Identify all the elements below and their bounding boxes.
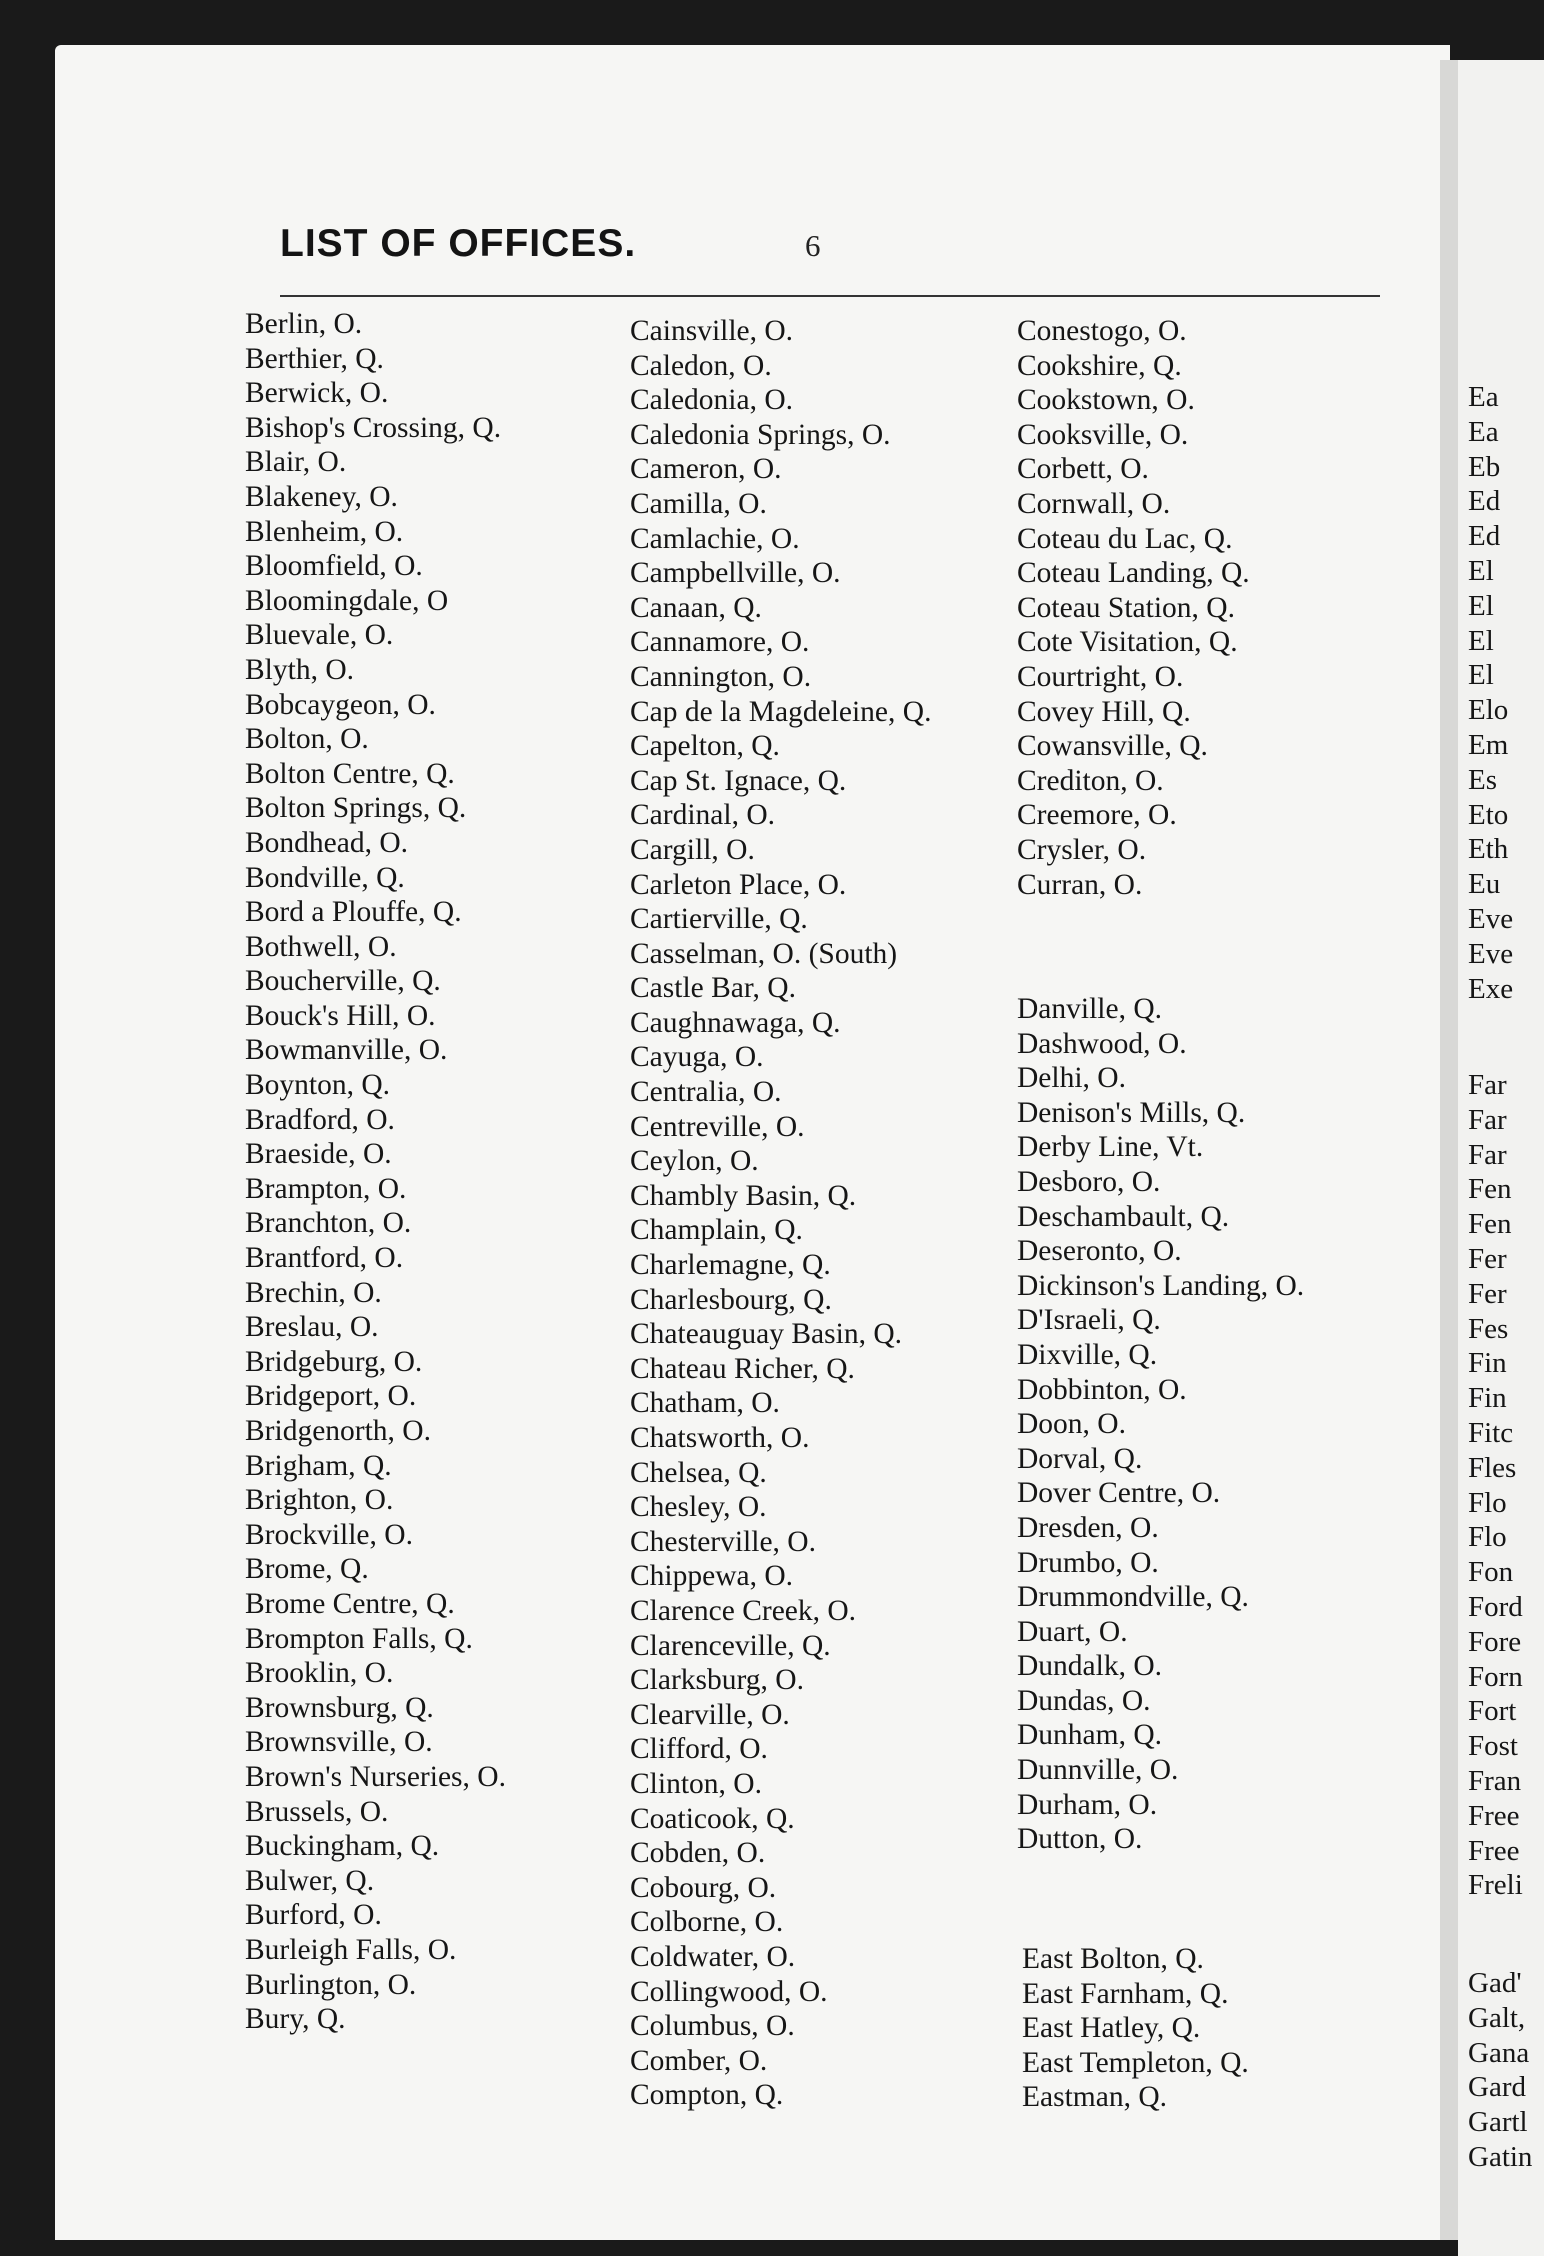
office-entry: Creemore, O.: [1017, 799, 1177, 832]
office-entry: Brussels, O.: [245, 1795, 389, 1828]
office-entry: Cardinal, O.: [630, 799, 776, 832]
office-entry: Gad': [1468, 1967, 1522, 1999]
office-entry: Bord a Plouffe, Q.: [245, 896, 462, 929]
office-entry: Bothwell, O.: [245, 930, 397, 963]
office-entry: Bolton, O.: [245, 723, 369, 756]
office-entry: Berlin, O.: [245, 308, 363, 340]
office-entry: Eve: [1468, 937, 1514, 970]
office-entry: Ford: [1468, 1590, 1523, 1623]
office-entry: Bridgeburg, O.: [245, 1345, 423, 1378]
office-entry: Fost: [1468, 1730, 1518, 1763]
office-entry: Fran: [1468, 1764, 1522, 1797]
office-entry: Dover Centre, O.: [1017, 1477, 1221, 1510]
office-entry: Breslau, O.: [245, 1311, 379, 1344]
office-entry: Brompton Falls, Q.: [245, 1622, 473, 1655]
office-entry: Cookshire, Q.: [1017, 349, 1182, 382]
office-entry: El: [1468, 554, 1494, 587]
office-entry: Eto: [1468, 798, 1509, 831]
office-entry: Bondhead, O.: [245, 826, 409, 859]
office-entry: Far: [1468, 1069, 1507, 1101]
office-entry: Clarksburg, O.: [630, 1664, 804, 1697]
office-entry: Dashwood, O.: [1017, 1027, 1187, 1060]
office-entry: Cap St. Ignace, Q.: [630, 764, 847, 797]
office-entry: Doon, O.: [1017, 1408, 1126, 1441]
office-entry: Flo: [1468, 1521, 1507, 1554]
office-entry: Camlachie, O.: [630, 522, 800, 555]
header-rule: [280, 295, 1380, 297]
office-entry: Bridgenorth, O.: [245, 1415, 431, 1447]
office-entry: Chatham, O.: [630, 1387, 780, 1420]
office-entry: Caledon, O.: [630, 349, 772, 382]
office-entry: Campbellville, O.: [630, 557, 841, 590]
page-title: LIST OF OFFICES.: [280, 222, 637, 265]
office-column-d: [1017, 992, 1304, 1857]
office-entry: Charlemagne, Q.: [630, 1249, 831, 1282]
office-entry: Fes: [1468, 1312, 1509, 1345]
office-entry: Brighton, O.: [245, 1484, 394, 1517]
office-entry: Centreville, O.: [630, 1110, 805, 1143]
office-entry: Dunham, Q.: [1017, 1719, 1163, 1752]
office-entry: Collingwood, O.: [630, 1975, 828, 2008]
office-entry: Brownsville, O.: [245, 1726, 433, 1759]
office-entry: Castle Bar, Q.: [630, 972, 796, 1005]
office-entry: Boucherville, Q.: [245, 965, 441, 998]
office-entry: Bloomfield, O.: [245, 550, 423, 583]
office-entry: Ea: [1468, 415, 1499, 448]
office-entry: Bradford, O.: [245, 1103, 395, 1136]
office-entry: Clarenceville, Q.: [630, 1629, 831, 1662]
office-entry: Danville, Q.: [1017, 993, 1163, 1025]
office-entry: Far: [1468, 1103, 1507, 1136]
office-entry: Fen: [1468, 1208, 1512, 1241]
office-entry: Forn: [1468, 1660, 1523, 1693]
adjacent-column-e: [1468, 380, 1513, 1006]
office-entry: Clinton, O.: [630, 1767, 762, 1800]
office-entry: Gatin: [1468, 2140, 1533, 2173]
office-entry: Courtright, O.: [1017, 660, 1184, 693]
office-entry: Flo: [1468, 1486, 1507, 1519]
office-entry: Bulwer, Q.: [245, 1864, 375, 1897]
office-entry: Columbus, O.: [630, 2010, 795, 2043]
office-entry: Dobbinton, O.: [1017, 1373, 1187, 1406]
office-entry: Comber, O.: [630, 2044, 768, 2077]
office-entry: Blakeney, O.: [245, 480, 398, 513]
office-entry: Coteau du Lac, Q.: [1017, 522, 1233, 555]
office-entry: Far: [1468, 1138, 1507, 1171]
office-column-e: [1022, 1942, 1249, 2115]
office-entry: Bury, Q.: [245, 2003, 346, 2036]
office-entry: Brome Centre, Q.: [245, 1587, 455, 1620]
office-entry: Cannamore, O.: [630, 626, 810, 659]
office-entry: Compton, Q.: [630, 2079, 784, 2112]
office-entry: Casselman, O. (South): [630, 937, 898, 970]
office-entry: Brome, Q.: [245, 1553, 369, 1586]
office-entry: Dixville, Q.: [1017, 1338, 1158, 1371]
office-entry: Fon: [1468, 1556, 1514, 1589]
office-entry: Chatsworth, O.: [630, 1422, 810, 1454]
office-entry: Blenheim, O.: [245, 515, 404, 548]
office-entry: Boynton, Q.: [245, 1069, 391, 1102]
page-number: 6: [805, 228, 821, 263]
office-entry: Dunnville, O.: [1017, 1754, 1179, 1787]
office-entry: Buckingham, Q.: [245, 1830, 440, 1863]
office-entry: Duart, O.: [1017, 1615, 1128, 1648]
office-entry: Fles: [1468, 1451, 1517, 1484]
office-entry: Canaan, Q.: [630, 591, 762, 624]
office-entry: Cornwall, O.: [1017, 487, 1171, 520]
office-entry: D'Israeli, Q.: [1017, 1304, 1161, 1337]
office-entry: Crysler, O.: [1017, 833, 1147, 866]
office-entry: Covey Hill, Q.: [1017, 695, 1191, 728]
office-entry: Brown's Nurseries, O.: [245, 1760, 506, 1793]
office-entry: Braeside, O.: [245, 1138, 392, 1171]
office-entry: Chippewa, O.: [630, 1560, 794, 1593]
office-entry: Cowansville, Q.: [1017, 730, 1208, 763]
adjacent-column-f: [1468, 1068, 1523, 1903]
office-entry: Drummondville, Q.: [1017, 1581, 1249, 1614]
office-entry: Brockville, O.: [245, 1518, 413, 1551]
office-entry: Gana: [1468, 2036, 1530, 2069]
office-entry: Bondville, Q.: [245, 861, 405, 894]
office-entry: Cote Visitation, Q.: [1017, 626, 1238, 659]
office-entry: Cobourg, O.: [630, 1871, 777, 1904]
office-entry: Clearville, O.: [630, 1698, 790, 1731]
office-entry: Colborne, O.: [630, 1906, 784, 1939]
office-entry: Champlain, Q.: [630, 1214, 803, 1247]
office-entry: Berwick, O.: [245, 377, 389, 410]
office-entry: Chambly Basin, Q.: [630, 1179, 857, 1212]
office-entry: Chesterville, O.: [630, 1525, 816, 1558]
office-column-c: [630, 314, 931, 2113]
office-entry: Galt,: [1468, 2001, 1526, 2034]
office-entry: Cartierville, Q.: [630, 903, 808, 936]
office-entry: Burlington, O.: [245, 1968, 417, 2001]
office-entry: Cap de la Magdeleine, Q.: [630, 695, 932, 728]
office-entry: Burleigh Falls, O.: [245, 1933, 457, 1966]
office-entry: Bluevale, O.: [245, 619, 394, 652]
office-entry: Freli: [1468, 1869, 1523, 1902]
office-entry: Dorval, Q.: [1017, 1442, 1143, 1475]
office-entry: Desboro, O.: [1017, 1165, 1161, 1198]
office-entry: Chelsea, Q.: [630, 1456, 767, 1489]
office-entry: Chateauguay Basin, Q.: [630, 1318, 902, 1351]
office-entry: Dundas, O.: [1017, 1684, 1151, 1717]
office-entry: Cameron, O.: [630, 453, 782, 486]
office-entry: Eu: [1468, 868, 1501, 901]
office-entry: East Farnham, Q.: [1022, 1977, 1229, 2010]
office-entry: Brooklin, O.: [245, 1657, 394, 1690]
office-entry: Carleton Place, O.: [630, 868, 847, 901]
office-entry: Clarence Creek, O.: [630, 1594, 857, 1627]
office-entry: Dickinson's Landing, O.: [1017, 1269, 1305, 1302]
office-entry: Durham, O.: [1017, 1788, 1158, 1821]
office-entry: Gard: [1468, 2071, 1526, 2104]
office-entry: Brigham, Q.: [245, 1449, 392, 1482]
office-entry: East Hatley, Q.: [1022, 2012, 1201, 2045]
adjacent-column-g: [1468, 1966, 1532, 2175]
office-entry: Cookstown, O.: [1017, 384, 1195, 417]
office-entry: Bouck's Hill, O.: [245, 999, 436, 1032]
office-entry: Bolton Centre, Q.: [245, 757, 455, 790]
office-entry: Corbett, O.: [1017, 453, 1149, 486]
office-entry: Cannington, O.: [630, 660, 812, 693]
office-entry: Cayuga, O.: [630, 1041, 764, 1074]
office-entry: Brantford, O.: [245, 1242, 404, 1275]
office-entry: Fer: [1468, 1277, 1507, 1310]
office-entry: El: [1468, 624, 1494, 657]
office-entry: Coldwater, O.: [630, 1940, 796, 1973]
office-entry: Free: [1468, 1834, 1520, 1867]
office-entry: Caledonia, O.: [630, 384, 794, 417]
adjacent-page-strip: [1458, 60, 1544, 2256]
office-entry: Crediton, O.: [1017, 764, 1164, 797]
office-entry: Clifford, O.: [630, 1733, 768, 1766]
office-entry: Dundalk, O.: [1017, 1650, 1163, 1683]
office-entry: Capelton, Q.: [630, 730, 780, 763]
office-entry: Caledonia Springs, O.: [630, 418, 891, 451]
office-entry: Cainsville, O.: [630, 315, 794, 347]
office-entry: Berthier, Q.: [245, 342, 384, 375]
office-entry: Ed: [1468, 520, 1501, 553]
office-entry: Fer: [1468, 1242, 1507, 1275]
office-entry: Gartl: [1468, 2106, 1528, 2139]
office-entry: El: [1468, 589, 1494, 622]
office-entry: Eve: [1468, 902, 1514, 935]
office-entry: East Templeton, Q.: [1022, 2046, 1249, 2079]
office-entry: Fitc: [1468, 1416, 1514, 1449]
office-entry: Elo: [1468, 694, 1509, 727]
office-entry: Burford, O.: [245, 1899, 382, 1932]
office-entry: Ed: [1468, 485, 1501, 518]
office-entry: Derby Line, Vt.: [1017, 1131, 1204, 1164]
office-entry: Exe: [1468, 972, 1514, 1005]
office-entry: Delhi, O.: [1017, 1062, 1126, 1095]
office-column-b: [245, 307, 506, 2037]
office-entry: Fin: [1468, 1382, 1507, 1415]
office-entry: Fore: [1468, 1625, 1522, 1658]
office-entry: Brownsburg, Q.: [245, 1691, 434, 1724]
office-entry: Caughnawaga, Q.: [630, 1006, 841, 1039]
office-entry: Ceylon, O.: [630, 1145, 759, 1178]
office-entry: Cooksville, O.: [1017, 418, 1189, 451]
office-entry: Bridgeport, O.: [245, 1380, 417, 1413]
office-entry: Bishop's Crossing, Q.: [245, 411, 502, 444]
office-entry: East Bolton, Q.: [1022, 1943, 1204, 1975]
office-entry: Chateau Richer, Q.: [630, 1352, 855, 1385]
office-entry: Cargill, O.: [630, 833, 755, 866]
office-entry: Es: [1468, 763, 1497, 796]
office-entry: Charlesbourg, Q.: [630, 1283, 832, 1316]
office-entry: Chesley, O.: [630, 1491, 767, 1524]
office-entry: Fort: [1468, 1695, 1517, 1728]
office-entry: Deschambault, Q.: [1017, 1200, 1230, 1233]
office-entry: Centralia, O.: [630, 1076, 782, 1109]
office-entry: Branchton, O.: [245, 1207, 412, 1240]
office-entry: Conestogo, O.: [1017, 315, 1187, 347]
office-entry: Coteau Station, Q.: [1017, 591, 1235, 624]
office-entry: Curran, O.: [1017, 868, 1143, 901]
page-edge: [1440, 60, 1458, 2240]
office-entry: Coaticook, Q.: [630, 1802, 795, 1835]
office-entry: Fen: [1468, 1173, 1512, 1206]
office-entry: Free: [1468, 1799, 1520, 1832]
office-entry: Bobcaygeon, O.: [245, 688, 436, 721]
office-entry: Deseronto, O.: [1017, 1235, 1182, 1268]
office-entry: Dresden, O.: [1017, 1511, 1159, 1544]
office-entry: Fin: [1468, 1347, 1507, 1380]
office-entry: Ea: [1468, 381, 1499, 413]
office-entry: Camilla, O.: [630, 487, 767, 520]
office-entry: Bowmanville, O.: [245, 1034, 448, 1067]
office-entry: Coteau Landing, Q.: [1017, 557, 1250, 590]
office-entry: Cobden, O.: [630, 1837, 766, 1870]
office-entry: Em: [1468, 728, 1509, 761]
office-entry: Brampton, O.: [245, 1172, 407, 1205]
office-entry: Bolton Springs, Q.: [245, 792, 467, 825]
office-entry: Brechin, O.: [245, 1276, 382, 1309]
office-entry: Blair, O.: [245, 446, 347, 479]
office-entry: Bloomingdale, O: [245, 584, 449, 617]
office-entry: Eb: [1468, 450, 1501, 483]
office-entry: Eth: [1468, 833, 1509, 866]
office-entry: Eastman, Q.: [1022, 2081, 1168, 2114]
office-entry: Denison's Mills, Q.: [1017, 1096, 1246, 1129]
office-entry: Dutton, O.: [1017, 1823, 1143, 1856]
office-column-c-continued: [1017, 314, 1250, 902]
office-entry: Blyth, O.: [245, 653, 354, 686]
office-entry: El: [1468, 659, 1494, 692]
office-entry: Drumbo, O.: [1017, 1546, 1159, 1579]
